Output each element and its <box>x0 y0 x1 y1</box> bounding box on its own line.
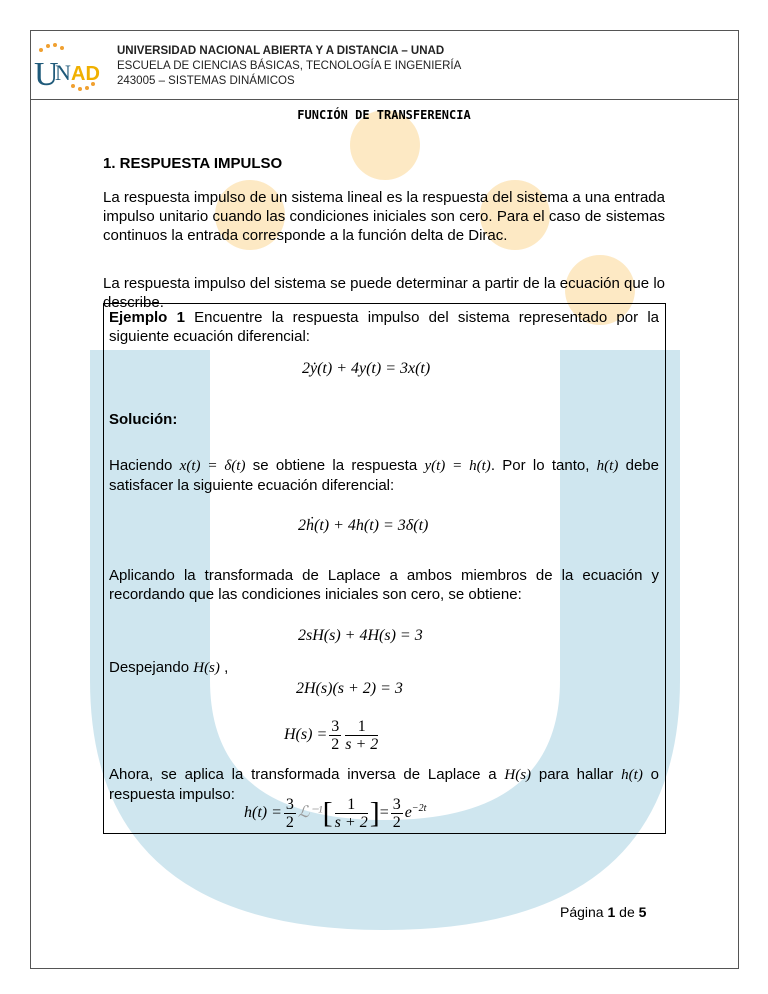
den: s + 2 <box>334 814 368 831</box>
university-name: UNIVERSIDAD NACIONAL ABIERTA Y A DISTANCIA – UNAD <box>117 45 445 57</box>
t: Haciendo <box>109 457 180 474</box>
equation-1 <box>302 360 430 378</box>
equation-6: h(t) = $\frac{3}{2}$ ℒ⁻¹[ $\frac{1}{s + 2}$ ]= $\frac{3}{2}$ $e^{-2t}$ <box>244 796 427 831</box>
paragraph-2: La respuesta impulso del sistema se puede determinar a partir de la ecuación que lo describe. <box>103 275 665 311</box>
t: de <box>615 904 639 920</box>
den: 2 <box>392 814 401 831</box>
svg-text:N: N <box>55 60 71 85</box>
unad-logo <box>33 40 103 95</box>
fraction <box>329 718 341 753</box>
num: 3 <box>331 718 340 735</box>
fraction <box>284 796 296 831</box>
school-name: ESCUELA DE CIENCIAS BÁSICAS, TECNOLOGÍA E INGENIERÍA <box>117 60 462 72</box>
eq4-text: 2H(s)(s + 2) = 3 <box>296 680 403 697</box>
exp-base: e <box>404 804 412 822</box>
num: 3 <box>285 796 294 813</box>
t: o respuesta impulso: <box>109 766 659 803</box>
solution-text-2: Aplicando la transformada de Laplace a ambos miembros de la ecuación y recordando que las condiciones iniciales son cero, se obtiene: <box>109 567 659 603</box>
t: Página <box>560 904 608 920</box>
example-text: Encuentre la respuesta impulso del sistema representado por la siguiente ecuación diferencial: <box>109 309 659 345</box>
eq1-text: 2ẏ(t) + 4y(t) = 3x(t) <box>302 360 431 377</box>
equation-2 <box>298 517 428 535</box>
example-statement <box>109 308 659 346</box>
math-inline: y(t) = h(t) <box>424 458 491 474</box>
t: , <box>219 659 229 676</box>
num: 1 <box>345 718 378 736</box>
solution-text-1 <box>109 456 659 495</box>
document-header <box>117 44 461 89</box>
fraction <box>391 796 403 831</box>
course-name: 243005 – SISTEMAS DINÁMICOS <box>117 75 295 87</box>
lhs: H(s) = <box>284 726 328 744</box>
fraction <box>335 796 368 831</box>
section-heading: 1. RESPUESTA IMPULSO <box>103 155 283 172</box>
t: debe satisfacer la siguiente ecuación diferencial: <box>109 457 659 494</box>
example-label: Ejemplo 1 <box>109 309 185 326</box>
den: 2 <box>331 736 340 753</box>
header-divider <box>30 99 738 100</box>
t: . Por lo tanto, <box>490 457 597 474</box>
page-number <box>560 904 646 920</box>
equation-3 <box>298 627 423 645</box>
eq3-text: 2sH(s) + 4H(s) = 3 <box>298 627 423 644</box>
t: Despejando <box>109 659 194 676</box>
math-inline: H(s) <box>504 767 532 783</box>
document-title: FUNCIÓN DE TRANSFERENCIA <box>297 108 471 122</box>
math-inline: h(t) <box>621 767 643 783</box>
paragraph-1: La respuesta impulso de un sistema lineal es la respuesta del sistema a una entrada impulso unitario cuando las condiciones iniciales son cero. Para el caso de sistemas continuos la entrada corresponde a la función delta de Dirac. <box>103 189 665 244</box>
math-inline: x(t) = δ(t) <box>179 458 246 474</box>
eq2-text: 2ḣ(t) + 4h(t) = 3δ(t) <box>298 517 429 534</box>
fraction <box>345 718 378 753</box>
t: Ahora, se aplica la transformada inversa de Laplace a <box>109 766 505 783</box>
svg-text:U: U <box>34 56 59 93</box>
t: se obtiene la respuesta <box>245 457 425 474</box>
num: 3 <box>392 796 401 813</box>
total-pages: 5 <box>638 904 647 920</box>
t: para hallar <box>531 766 622 783</box>
equation-5 <box>284 718 380 753</box>
solution-text-3 <box>109 658 671 678</box>
laplace-inverse-operator: ℒ⁻¹ <box>297 804 323 822</box>
svg-text:AD: AD <box>71 63 100 85</box>
math-inline: h(t) <box>596 458 619 474</box>
den: s + 2 <box>345 736 379 753</box>
math-inline: H(s) <box>193 660 220 676</box>
equals: = <box>379 804 389 822</box>
exp-power: −2t <box>411 802 427 814</box>
solution-label: Solución: <box>109 411 178 428</box>
num: 1 <box>335 796 368 814</box>
lhs: h(t) = <box>244 804 282 822</box>
current-page: 1 <box>607 904 616 920</box>
equation-4 <box>296 680 403 698</box>
den: 2 <box>285 814 294 831</box>
